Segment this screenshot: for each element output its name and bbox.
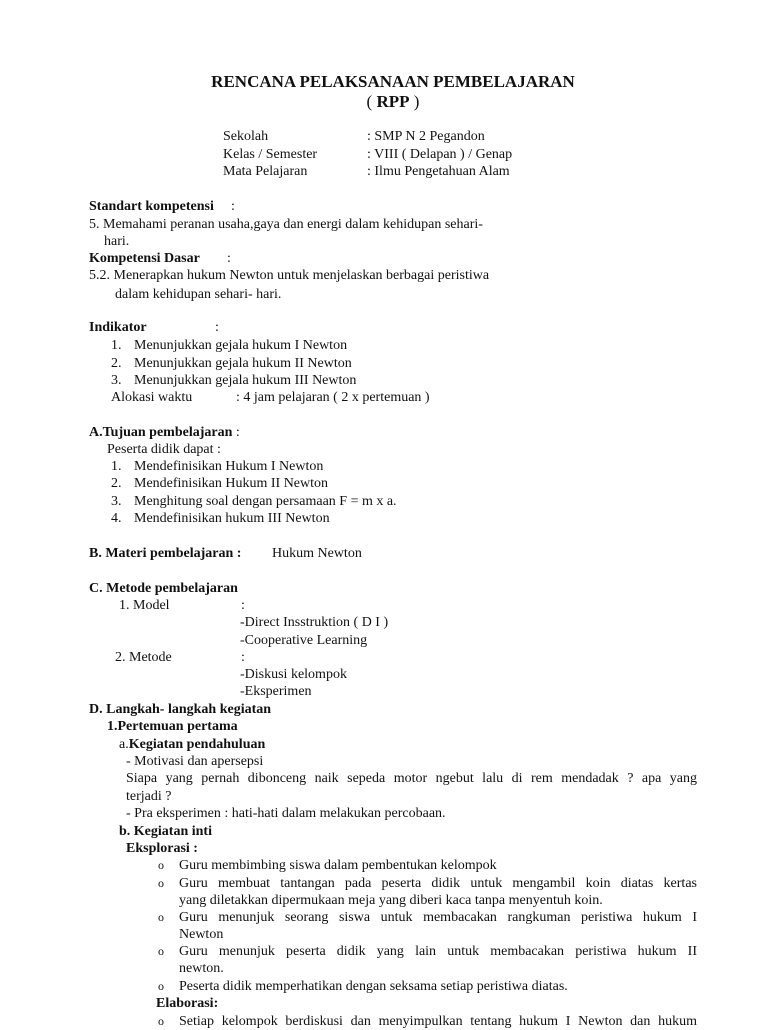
kd-text-line2: dalam kehidupan sehari- hari. xyxy=(115,287,282,302)
kd-colon: : xyxy=(227,251,231,266)
kd-heading: Kompetensi Dasar xyxy=(89,251,200,266)
metode-colon: : xyxy=(241,650,245,665)
standar-text-line2: hari. xyxy=(104,234,130,249)
tujuan-item-number: 2. xyxy=(111,476,122,491)
document-subtitle xyxy=(0,92,768,111)
eksplorasi-heading: Eksplorasi : xyxy=(126,841,198,856)
subtitle-rpp: RPP xyxy=(376,92,410,111)
elaborasi-item-line1: Setiap kelompok berdiskusi dan menyimpulkan tentang hukum I Newton dan hukum xyxy=(179,1014,697,1029)
metode-label: 2. Metode xyxy=(115,650,172,665)
standar-text-line1: 5. Memahami peranan usaha,gaya dan energi dalam kehidupan sehari- xyxy=(89,217,483,232)
tujuan-item-text: Mendefinisikan Hukum I Newton xyxy=(134,459,324,474)
kd-text-line1: 5.2. Menerapkan hukum Newton untuk menjelaskan berbagai peristiwa xyxy=(89,268,490,283)
pra-eksperimen-text: - Pra eksperimen : hati-hati dalam melakukan percobaan. xyxy=(126,806,446,821)
tujuan-item-number: 3. xyxy=(111,494,122,509)
eksplorasi-item-line1: Guru membuat tantangan pada peserta didik untuk mengambil koin diatas kertas xyxy=(179,876,697,891)
bullet-circle-icon: o xyxy=(158,944,164,958)
identity-value: : VIII ( Delapan ) / Genap xyxy=(367,147,513,162)
alokasi-value: : 4 jam pelajaran ( 2 x pertemuan ) xyxy=(236,390,430,405)
eksplorasi-item-line2: newton. xyxy=(179,961,224,976)
tujuan-heading-row xyxy=(89,424,240,441)
indikator-item-number: 2. xyxy=(111,356,122,371)
model-label: 1. Model xyxy=(119,598,170,613)
tujuan-item-text: Mendefinisikan Hukum II Newton xyxy=(134,476,329,491)
tujuan-item-text: Mendefinisikan hukum III Newton xyxy=(134,511,330,526)
eksplorasi-item-line1: Guru menunjuk peserta didik yang lain untuk membacakan peristiwa hukum II xyxy=(179,944,697,959)
pendahuluan-prefix: a. xyxy=(119,737,129,752)
identity-label: Sekolah xyxy=(223,129,269,144)
tujuan-intro: Peserta didik dapat : xyxy=(107,442,221,457)
tujuan-colon: : xyxy=(232,425,240,440)
indikator-item-text: Menunjukkan gejala hukum I Newton xyxy=(134,338,348,353)
indikator-item-number: 3. xyxy=(111,373,122,388)
siapa-line2: terjadi ? xyxy=(126,789,172,804)
identity-value: : SMP N 2 Pegandon xyxy=(367,129,485,144)
materi-heading: B. Materi pembelajaran : xyxy=(89,546,242,561)
eksplorasi-item-line1: Guru membimbing siswa dalam pembentukan kelompok xyxy=(179,858,497,873)
tujuan-item-text: Menghitung soal dengan persamaan F = m x a. xyxy=(134,494,397,509)
eksplorasi-item-line2: Newton xyxy=(179,927,224,942)
inti-heading: b. Kegiatan inti xyxy=(119,824,212,839)
subtitle-paren-open: ( xyxy=(366,92,377,111)
metode-item: -Eksperimen xyxy=(240,684,312,699)
bullet-circle-icon: o xyxy=(158,1014,164,1028)
alokasi-label: Alokasi waktu xyxy=(111,390,193,405)
model-item: -Cooperative Learning xyxy=(240,633,368,648)
pertemuan-heading: 1.Pertemuan pertama xyxy=(107,719,238,734)
langkah-heading: D. Langkah- langkah kegiatan xyxy=(89,702,272,717)
bullet-circle-icon: o xyxy=(158,858,164,872)
bullet-circle-icon: o xyxy=(158,876,164,890)
indikator-item-text: Menunjukkan gejala hukum II Newton xyxy=(134,356,352,371)
elaborasi-heading: Elaborasi: xyxy=(156,996,219,1011)
indikator-item-text: Menunjukkan gejala hukum III Newton xyxy=(134,373,357,388)
bullet-circle-icon: o xyxy=(158,979,164,993)
siapa-line1: Siapa yang pernah dibonceng naik sepeda motor ngebut lalu di rem mendadak ? apa yang xyxy=(126,771,697,786)
eksplorasi-item-line1: Peserta didik memperhatikan dengan seksama setiap peristiwa diatas. xyxy=(179,979,568,994)
indikator-heading: Indikator xyxy=(89,320,147,335)
model-item: -Direct Insstruktion ( D I ) xyxy=(240,615,389,630)
indikator-item-number: 1. xyxy=(111,338,122,353)
materi-value: Hukum Newton xyxy=(272,546,362,561)
tujuan-heading: A.Tujuan pembelajaran xyxy=(89,425,233,440)
subtitle-paren-close: ) xyxy=(409,92,420,111)
indikator-colon: : xyxy=(215,320,219,335)
metode-item: -Diskusi kelompok xyxy=(240,667,347,682)
eksplorasi-item-line1: Guru menunjuk seorang siswa untuk membacakan rangkuman peristiwa hukum I xyxy=(179,910,697,925)
identity-label: Kelas / Semester xyxy=(223,147,318,162)
motivasi-text: - Motivasi dan apersepsi xyxy=(126,754,264,769)
bullet-circle-icon: o xyxy=(158,910,164,924)
document-title: RENCANA PELAKSANAAN PEMBELAJARAN xyxy=(211,72,575,91)
identity-label: Mata Pelajaran xyxy=(223,164,308,179)
standar-heading: Standart kompetensi xyxy=(89,199,214,214)
tujuan-item-number: 1. xyxy=(111,459,122,474)
pendahuluan-heading xyxy=(119,736,265,753)
pendahuluan-title: Kegiatan pendahuluan xyxy=(128,737,266,752)
standar-colon: : xyxy=(231,199,235,214)
identity-value: : Ilmu Pengetahuan Alam xyxy=(367,164,510,179)
metode-heading: C. Metode pembelajaran xyxy=(89,581,238,596)
model-colon: : xyxy=(241,598,245,613)
eksplorasi-item-line2: yang diletakkan dipermukaan meja yang diberi kaca tanpa menyentuh koin. xyxy=(179,893,603,908)
tujuan-item-number: 4. xyxy=(111,511,122,526)
